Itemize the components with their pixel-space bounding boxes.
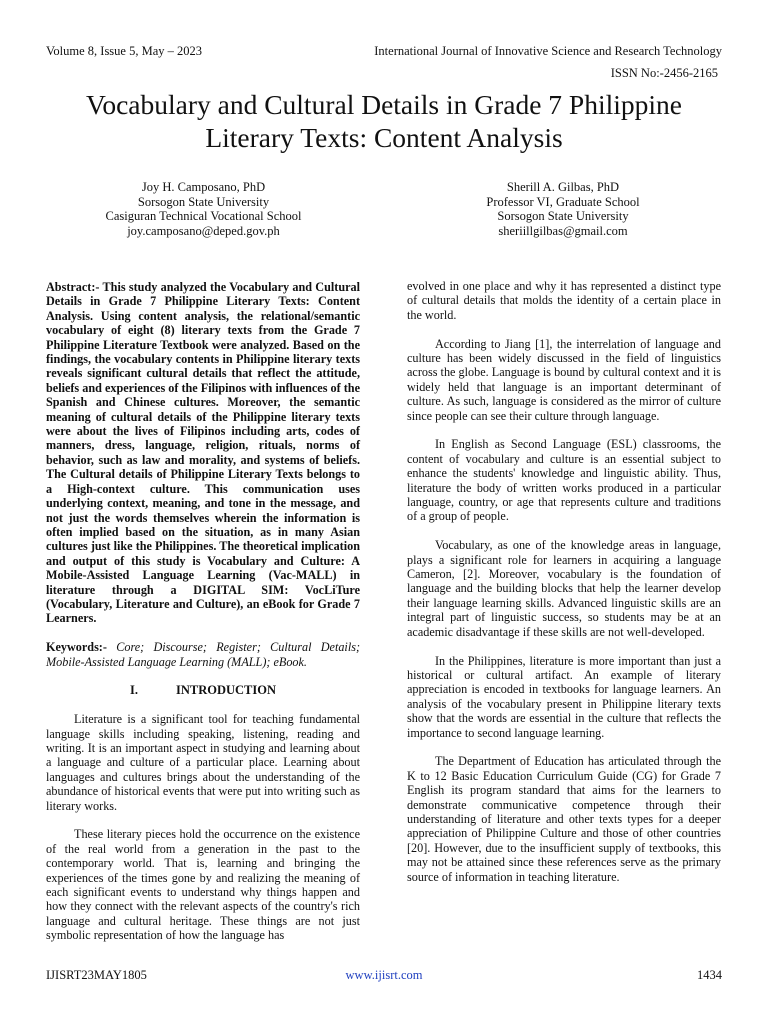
section-heading [46,683,360,697]
author-position: Professor VI, Graduate School [486,194,640,209]
author-name: Joy H. Camposano, PhD [141,180,266,194]
title-line-1: Vocabulary and Cultural Details in Grade 7 Philippine [86,89,682,120]
author-affiliation: Sorsogon State University [497,209,629,224]
paragraph: These literary pieces hold the occurrence on the existence of the real world from a generation in the past to the contemporary world. That is, learning and bringing the experiences of the times gone by and realizing the meaning of each significant events to understand why things happen and how they connect with the relevant aspects of the country's rich language and cultural heritage. These things are not just symbolic representation of how the language has [46,827,360,943]
left-column [46,280,360,957]
paragraph: Literature is a significant tool for teaching fundamental language skills including speaking, listening, reading and writing. It is an important aspect in studying and learning about a language and culture of a particular place. Learning about languages and cultures brings about the understanding of the abundance of historical events that were put into writing such as literary works. [46,712,360,813]
author-block-2 [404,180,722,238]
author-block-1 [46,180,361,238]
paper-title [40,88,728,154]
abstract: Abstract:- This study analyzed the Vocabulary and Cultural Details in Grade 7 Philippine Literary Texts: Content Analysis. Using content analysis, the relational/semantic vocabulary of eight (8) literary texts from the Grade 7 Philippine Literature Textbook were analyzed. Based on the findings, the vocabulary contents in Philippine literary texts reveals significant cultural details that reflect the attitude, beliefs and experiences of the Filipinos with influences of the Spanish and Chinese cultures. Moreover, the semantic meaning of cultural details of the Philippine literary texts were about the lives of Filipinos including arts, codes of manners, dress, language, religion, rituals, norms of behavior, such as law and morality, and systems of beliefs. The Cultural details of Philippine Literary Texts belongs to a High-context culture. This communication uses underlying context, meaning, and tone in the message, and not just the words themselves wherein the information is often implied based on the situation, as in many Asian cultures just like the Philippines. The theoretical implication and output of this study is Vocabulary and Culture: A Mobile-Assisted Language Learning (Vac-MALL) in literature through a DIGITAL SIM: VocLiTure (Vocabulary, Literature and Culture), an eBook for Grade 7 Learners. [46,280,360,626]
paragraph: According to Jiang [1], the interrelation of language and culture has been widely discussed in the field of linguistics across the globe. Language is bound by cultural context and it is widely held that language is an important determinant of culture. As such, language is considered as the mirror of culture since people can see their culture through language. [407,336,721,423]
keywords [46,640,360,669]
right-column [407,279,721,898]
paper-id: IJISRT23MAY1805 [46,968,147,982]
keywords-text: Core; Discourse; Register; Cultural Details; Mobile-Assisted Language Learning (MALL); eBook. [46,640,361,669]
paragraph: In the Philippines, literature is more important than just a historical or cultural artifact. An example of literary appreciation is encoded in textbooks for language learners. An analysis of the vocabulary present in Philippine literary texts show that the words are essential in the culture that reflects the importance to second language learning. [407,653,721,740]
volume-issue: Volume 8, Issue 5, May – 2023 [46,44,203,58]
author-email: sheriillgilbas@gmail.com [498,223,628,238]
paragraph: The Department of Education has articulated through the K to 12 Basic Education Curriculum Guide (CG) for Grade 7 English its program standard that aims for the learners to demonstrate communicative competence through their understanding of literature and other texts types for a deeper appreciation of Philippine Culture and those of other countries [20]. However, due to the insufficient supply of textbooks, this may not be attained since these references serve as the primary source of information in teaching literature. [407,754,721,884]
paragraph: In English as Second Language (ESL) classrooms, the content of vocabulary and culture is an essential subject to enhance the students' knowledge and linguistic ability. Thus, literature the body of written works produced in a particular language, country, or age that represents culture and traditions of a group of people. [407,437,721,524]
paragraph: evolved in one place and why it has represented a distinct type of cultural details that molds the identity of a certain place in the world. [407,279,721,322]
issn: ISSN No:-2456-2165 [610,66,718,80]
title-line-2: Literary Texts: Content Analysis [205,122,563,153]
section-title: INTRODUCTION [175,683,276,698]
paragraph: Vocabulary, as one of the knowledge areas in language, plays a significant role for learners in acquiring a language Cameron, [2]. Moreover, vocabulary is the foundation of language and the building blocks that help the learner develop their language learning skills. Advanced linguistic skills are an integral part of linguistic success, so students may be at an academic disadvantage if these skills are not well-developed. [407,538,721,639]
journal-url-link[interactable]: www.ijisrt.com [345,968,423,982]
keywords-label: Keywords:- [46,640,107,655]
author-email: joy.camposano@deped.gov.ph [127,223,280,238]
author-affiliation: Sorsogon State University [137,194,270,209]
author-name: Sherill A. Gilbas, PhD [506,180,620,194]
journal-name: International Journal of Innovative Science and Research Technology [374,44,722,58]
section-number: I. [129,683,138,698]
page-number: 1434 [697,968,722,982]
author-affiliation: Casiguran Technical Vocational School [105,209,302,224]
